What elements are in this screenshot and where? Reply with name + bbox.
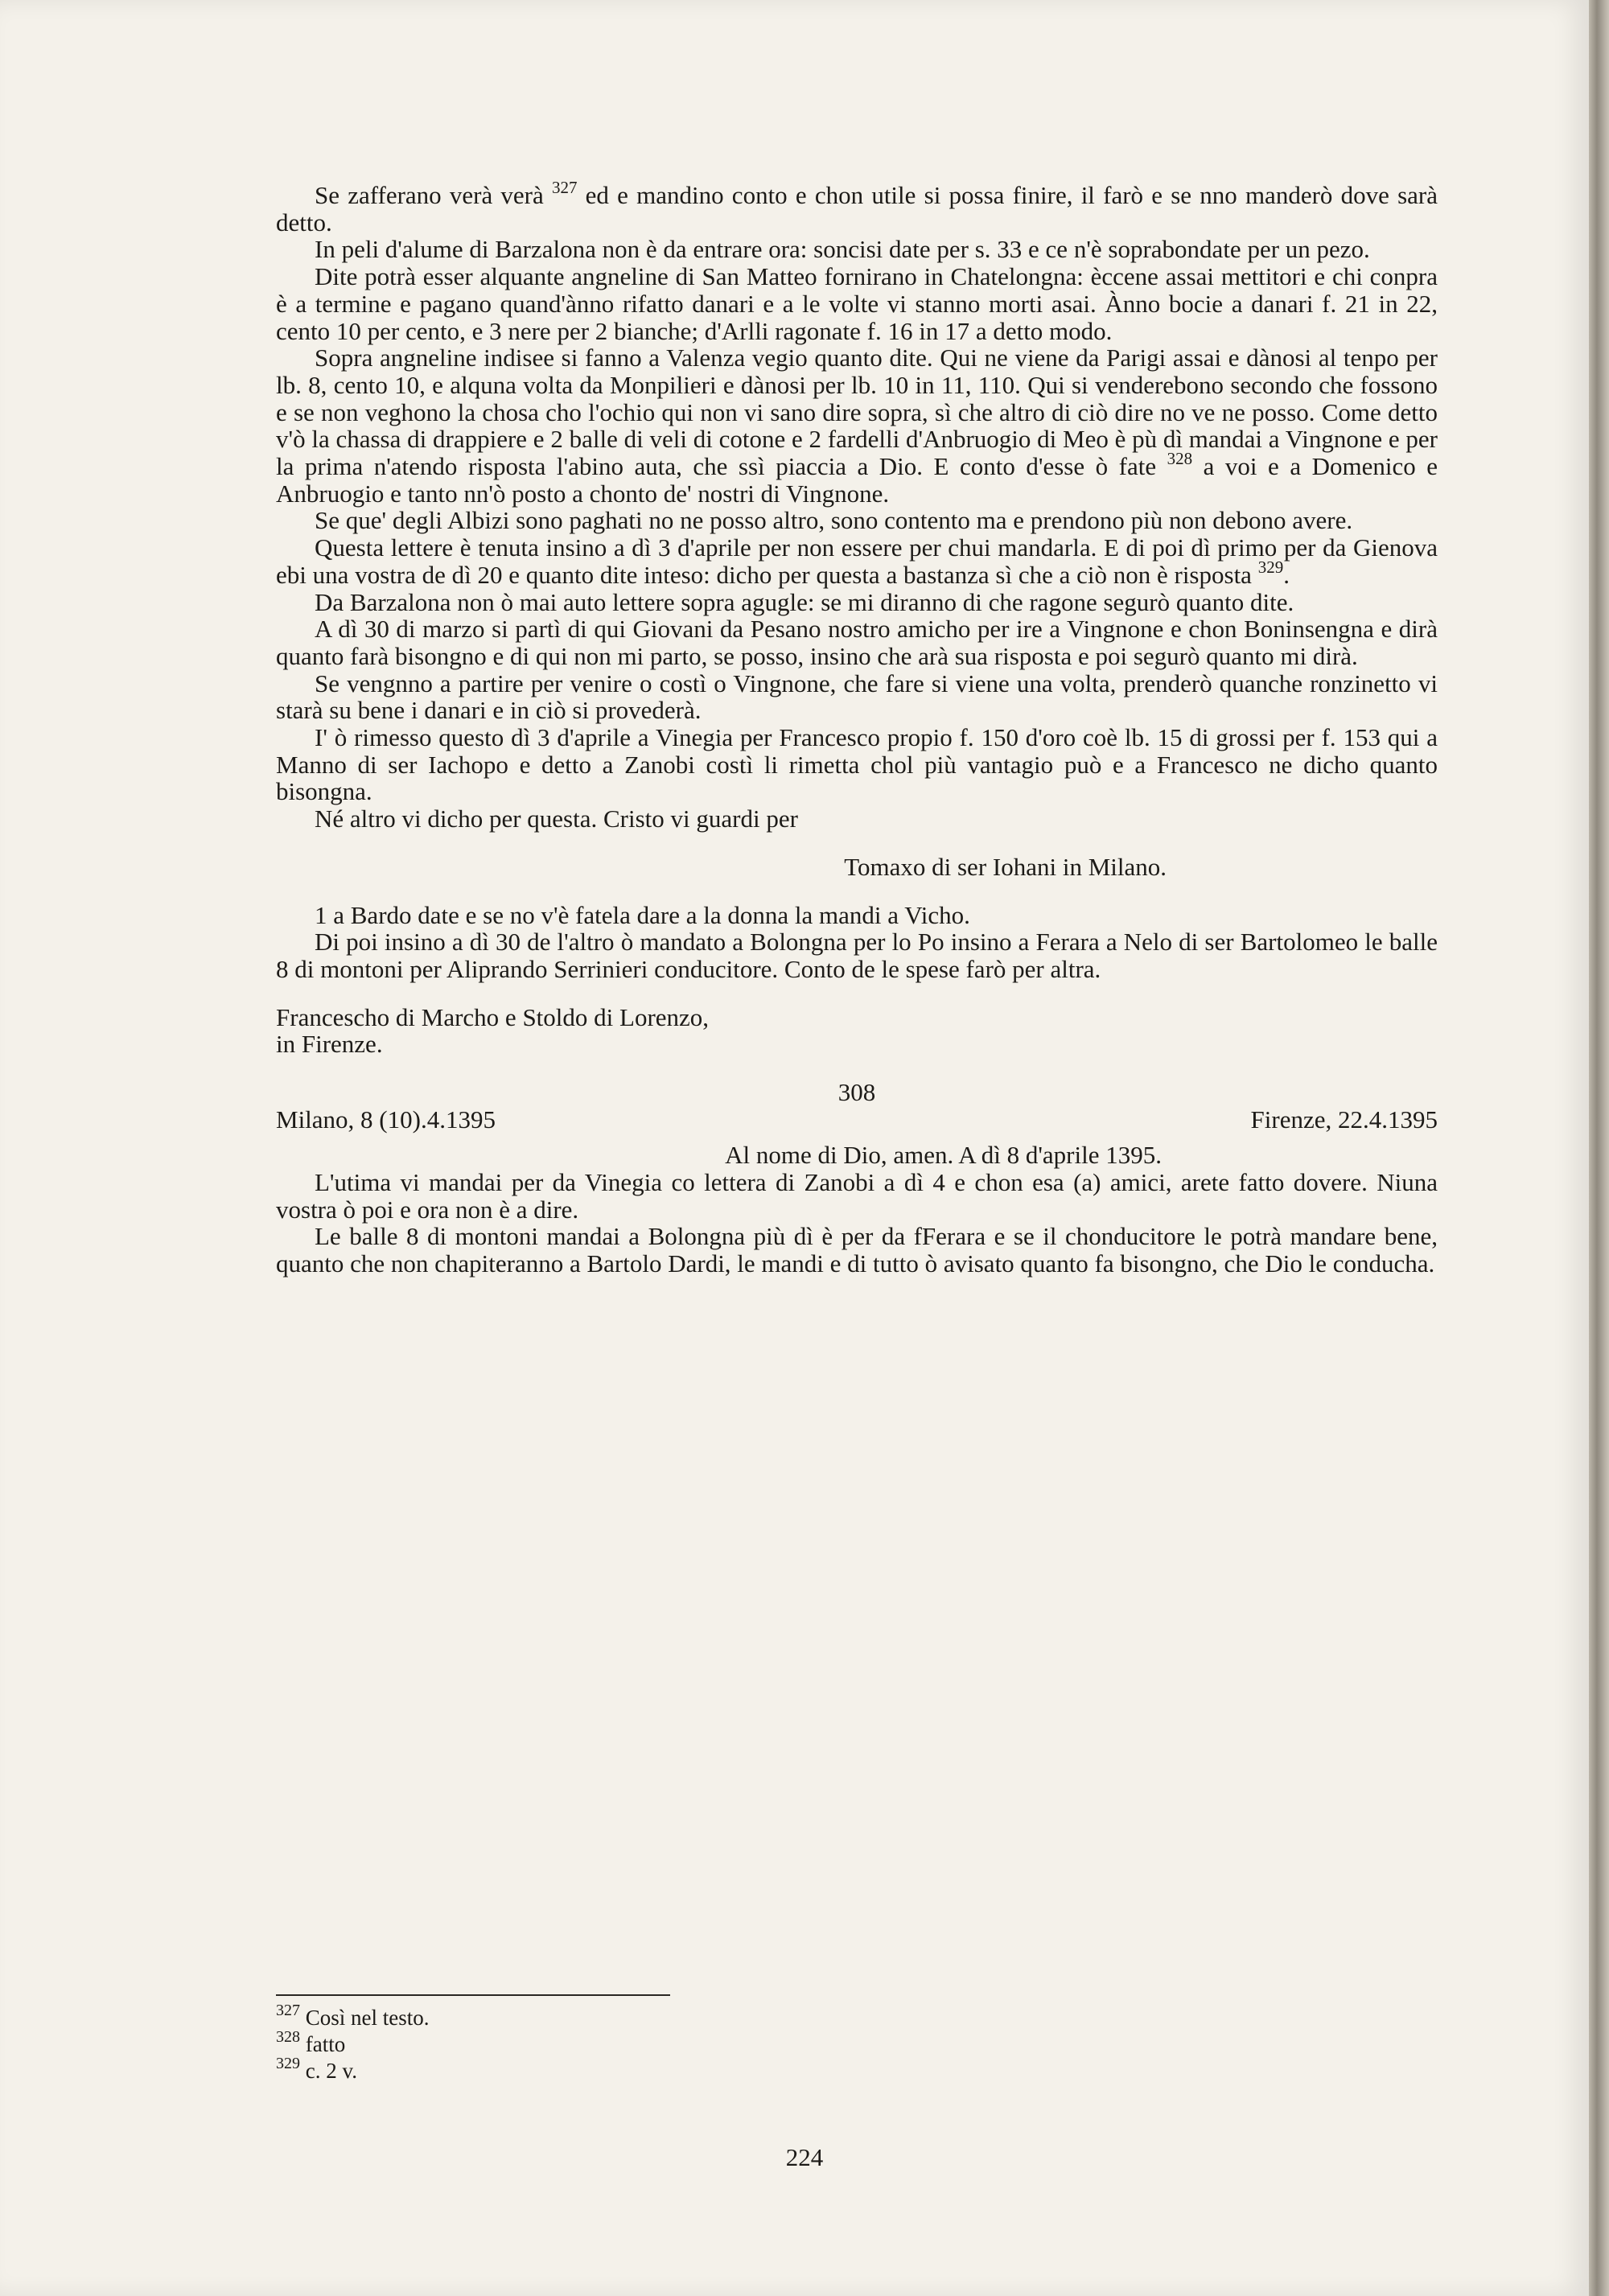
paragraph: Se vengnno a partire per venire o costì o Vingnone, che fare si viene una volta, prenderò quanche ronzinetto vi starà su bene i danari e in ciò si provederà. — [276, 669, 1438, 725]
footnotes — [276, 2002, 430, 2084]
footnote-ref-329[interactable]: 329 — [1257, 557, 1284, 577]
footnote-rule — [276, 1994, 670, 1996]
paragraph: I' ò rimesso questo dì 3 d'aprile a Vinegia per Francesco propio f. 150 d'oro coè lb. 15 di grossi per f. 153 qui a Manno di ser Iachopo e detto a Zanobi costì li rimetta chol più vantagio può e a Francesco ne dicho quanto bisongna. — [276, 723, 1438, 806]
letter-body — [276, 177, 1438, 1278]
paragraph: Né altro vi dicho per questa. Cristo vi guardi per — [315, 804, 798, 833]
address-line: in Firenze. — [276, 1030, 383, 1059]
address-block — [276, 1004, 1438, 1058]
page-number: 224 — [785, 2143, 824, 2171]
footnote-ref-327[interactable]: 327 — [551, 177, 578, 197]
address-line: Francescho di Marcho e Stoldo di Lorenzo, — [276, 1002, 710, 1031]
paragraph: Sopra angneline indisee si fanno a Valenza vegio quanto dite. Qui ne viene da Parigi assai e dànosi al tenpo per lb. 8, cento 10, e alquna volta da Monpilieri e dànosi per lb. 10 in 11, 110. Qui si venderebono secondo che fossono e se non veghono la chosa cho l'ochio qui non vi sano dire sopra, sì che altro di ciò dire no ve ne posso. Come detto v'ò la chassa di drappiere e 2 balle di veli di cotone e 2 fardelli d'Anbruogio di Meo è pù dì mandai a Vingnone e per la prima n'atendo risposta l'abino auta, che ssì piaccia a Dio. E conto d'esse ò fate $^{328}$ a voi e a Domenico e Anbruogio e tanto nn'ò posto a chonto de' nostri di Vingnone. — [276, 344, 1438, 508]
footnote: $^{329}$ c. 2 v. — [276, 2055, 357, 2083]
document-header — [276, 1079, 1438, 1134]
paragraph: Dite potrà esser alquante angneline di San Matteo fornirano in Chatelongna: èccene assai mettitori e chi conpra è a termine e pagano quand'ànno rifatto danari e a le volte vi stanno morti asai. Ànno bocie a danari f. 21 in 22, cento 10 per cento, e 3 nere per 2 bianche; d'Arlli ragonate f. 16 in 17 a detto modo. — [276, 262, 1438, 345]
salutation: Al nome di Dio, amen. A dì 8 d'aprile 1395. — [725, 1141, 1162, 1170]
book-binding — [1589, 0, 1609, 2296]
paragraph: L'utima vi mandai per da Vinegia co lettera di Zanobi a dì 4 e chon esa (a) amici, arete fatto dovere. Niuna vostra ò poi e ora non è a dire. — [276, 1167, 1438, 1224]
postscript: Di poi insino a dì 30 de l'altro ò mandato a Bolongna per lo Po insino a Ferara a Nelo di ser Bartolomeo le balle 8 di montoni per Aliprando Serrinieri conducitore. Conto de le spese farò per altra. — [276, 928, 1438, 983]
paragraph: Se zafferano verà verà $^{327}$ ed e mandino conto e chon utile si possa finire, il farò e se nno manderò dove sarà detto. — [276, 177, 1438, 237]
signature: Tomaxo di ser Iohani in Milano. — [844, 852, 1167, 881]
paragraph: Questa lettere è tenuta insino a dì 3 d'aprile per non essere per chui mandarla. E di poi dì primo per da Gienova ebi una vostra de dì 20 e quanto dite inteso: dicho per questa a bastanza sì che a ciò non è risposta $^{329}$. — [276, 533, 1438, 589]
destination-date: Firenze, 22.4.1395 — [1250, 1105, 1438, 1134]
footnote-ref-328[interactable]: 328 — [1167, 448, 1193, 468]
origin-date: Milano, 8 (10).4.1395 — [276, 1105, 496, 1134]
paragraph: A dì 30 di marzo si partì di qui Giovani da Pesano nostro amicho per ire a Vingnone e chon Boninsengna e dirà quanto farà bisongno e di qui non mi parto, se posso, insino che arà sua risposta e poi segurò quanto mi dirà. — [276, 615, 1438, 670]
paragraph: Se que' degli Albizi sono paghati no ne posso altro, sono contento ma e prendono più non debono avere. — [315, 506, 1353, 535]
document-number: 308 — [837, 1078, 876, 1107]
paragraph: In peli d'alume di Barzalona non è da entrare ora: soncisi date per s. 33 e ce n'è soprabondate per un pezo. — [315, 235, 1370, 264]
paragraph: Le balle 8 di montoni mandai a Bolongna più dì è per da fFerara e se il chonducitore le potrà mandare bene, quanto che non chapiteranno a Bartolo Dardi, le mandi e di tutto ò avisato quanto fa bisongno, che Dio le conducha. — [276, 1222, 1438, 1278]
footnote: $^{328}$ fatto — [276, 2028, 346, 2056]
footnote: $^{327}$ Così nel testo. — [276, 2002, 430, 2030]
postscript: 1 a Bardo date e se no v'è fatela dare a la donna la mandi a Vicho. — [315, 900, 970, 929]
paragraph: Da Barzalona non ò mai auto lettere sopra agugle: se mi diranno di che ragone segurò quanto dite. — [315, 587, 1294, 616]
